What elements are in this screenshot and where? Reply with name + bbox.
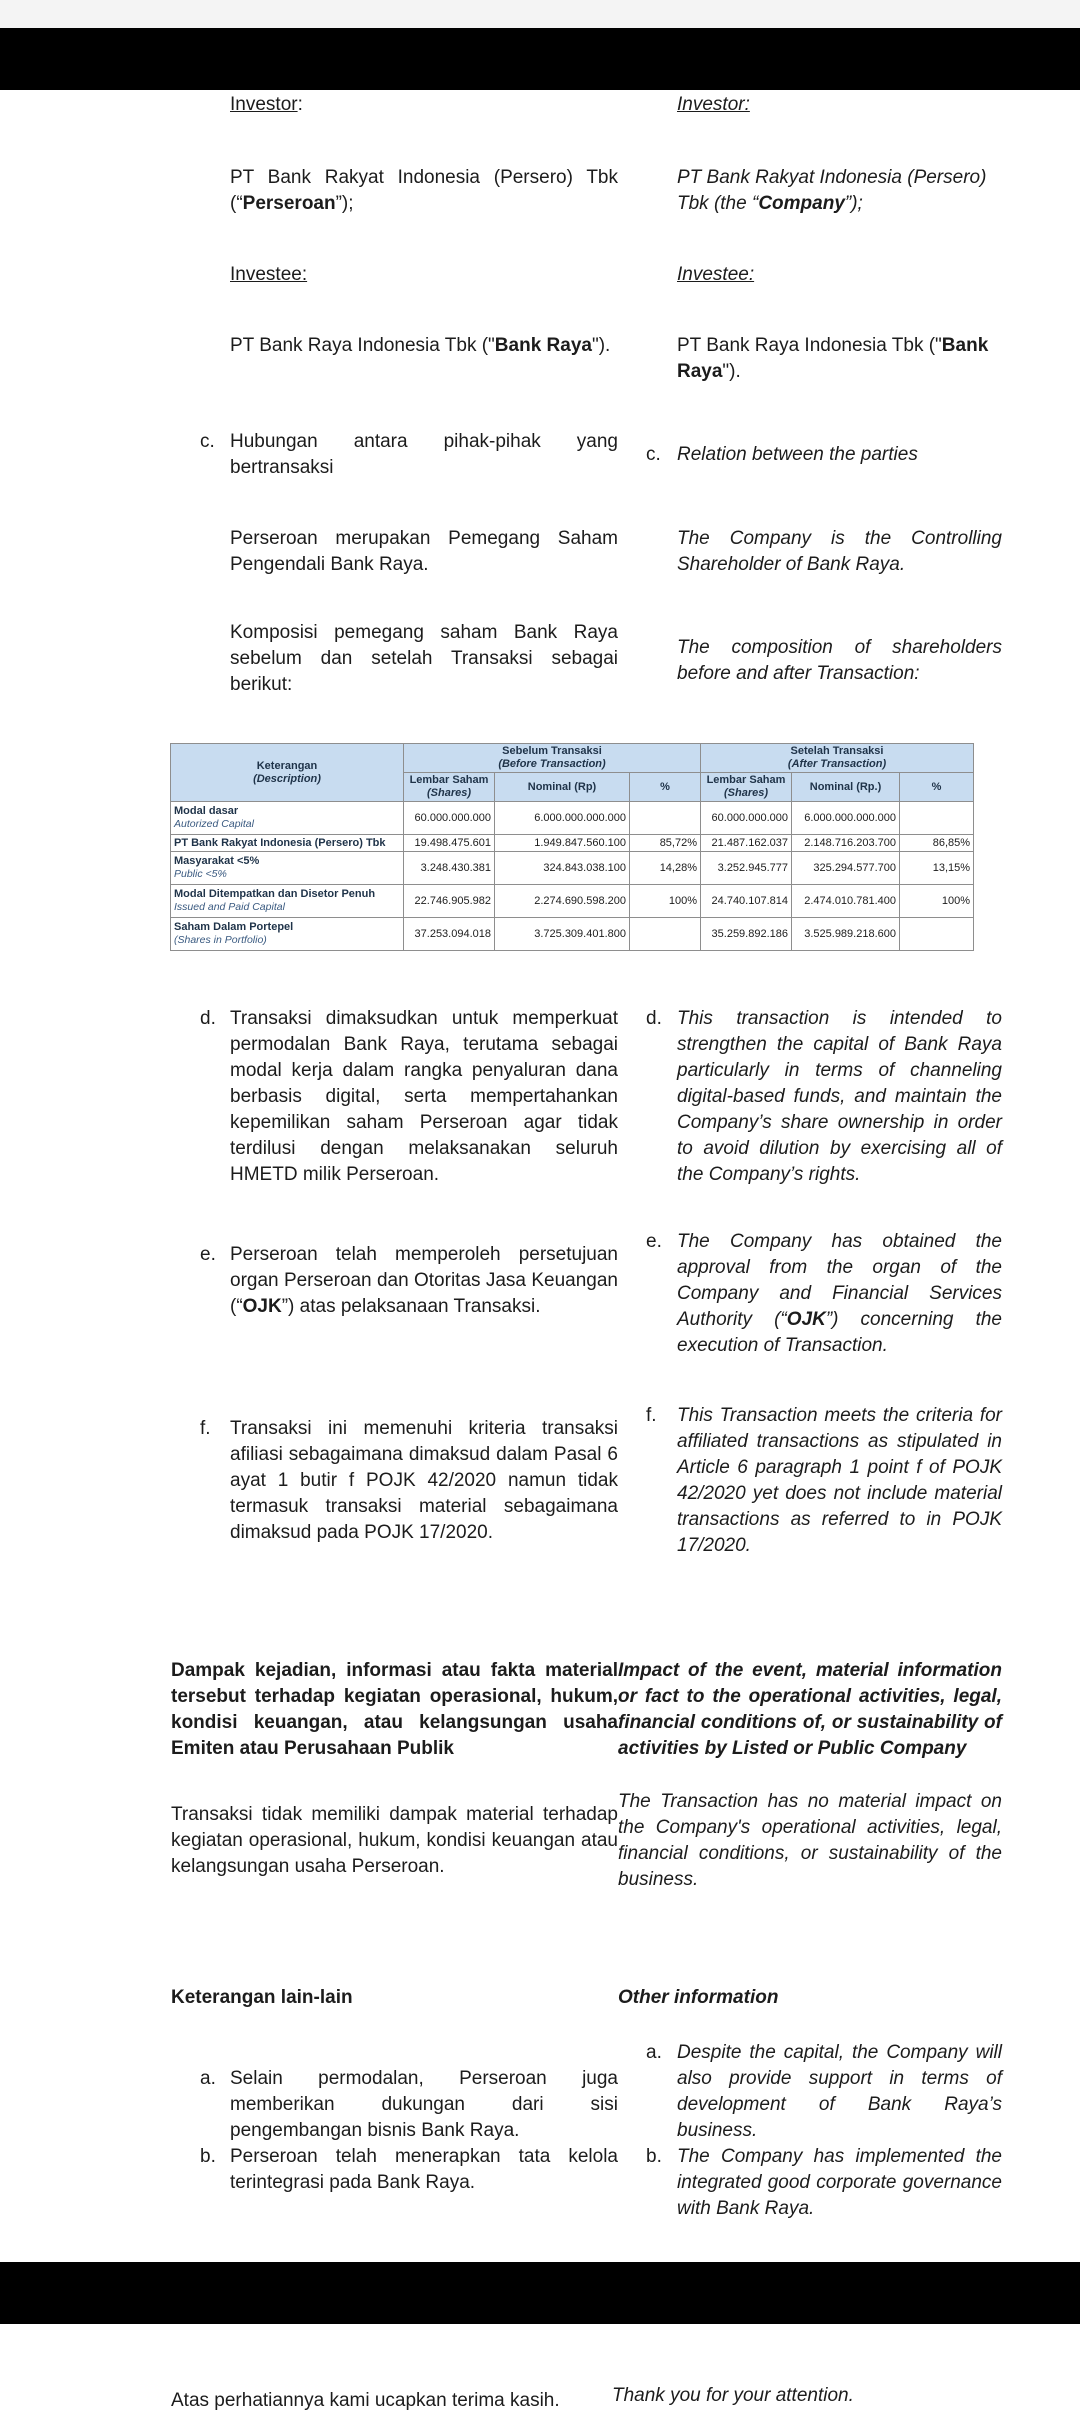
impact-heading-id: Dampak kejadian, informasi atau fakta material tersebut terhadap kegiatan operasional, hukum, kondisi keuangan, atau kelangsungan usaha Emiten atau Perusahaan Publik bbox=[171, 1660, 618, 1759]
section-c-marker-id: c. bbox=[200, 431, 215, 452]
section-c-body1-id: Perseroan merupakan Pemegang Saham Pengendali Bank Raya. bbox=[230, 528, 618, 575]
investor-text-id: PT Bank Rakyat Indonesia (Persero) Tbk (“Perseroan”); bbox=[230, 167, 618, 214]
other-a-text-id: Selain permodalan, Perseroan juga memberikan dukungan dari sisi pengembangan bisnis Bank Raya. bbox=[230, 2068, 618, 2141]
table-cell: 60.000.000.000 bbox=[701, 802, 792, 835]
table-cell: 6.000.000.000.000 bbox=[495, 802, 630, 835]
other-b-marker-id: b. bbox=[200, 2146, 216, 2167]
section-c-body1-en: The Company is the Controlling Shareholder of Bank Raya. bbox=[677, 528, 1002, 575]
other-a-text-en: Despite the capital, the Company will also provide support in terms of development of Bank Raya’s business. bbox=[677, 2042, 1002, 2141]
table-cell bbox=[900, 918, 974, 951]
table-cell: 37.253.094.018 bbox=[404, 918, 495, 951]
table-cell-description: Modal dasar Autorized Capital bbox=[171, 802, 404, 835]
table-cell bbox=[630, 802, 701, 835]
table-cell bbox=[900, 802, 974, 835]
table-cell: 3.248.430.381 bbox=[404, 852, 495, 885]
other-b-text-en: The Company has implemented the integrated good corporate governance with Bank Raya. bbox=[677, 2146, 1002, 2219]
table-cell-description: Modal Ditempatkan dan Disetor Penuh Issued and Paid Capital bbox=[171, 885, 404, 918]
table-cell: 13,15% bbox=[900, 852, 974, 885]
table-cell: 86,85% bbox=[900, 835, 974, 852]
table-cell bbox=[630, 918, 701, 951]
table-cell: 1.949.847.560.100 bbox=[495, 835, 630, 852]
investee-label-en: Investee: bbox=[677, 264, 755, 285]
impact-text-en: The Transaction has no material impact on the Company's operational activities, legal, financial conditions, or sustainability of the business. bbox=[618, 1791, 1002, 1890]
section-c-body2-id: Komposisi pemegang saham Bank Raya sebelum dan setelah Transaksi sebagai berikut: bbox=[230, 622, 618, 695]
investor-text-en: PT Bank Rakyat Indonesia (Persero) Tbk (the “Company”); bbox=[677, 167, 987, 214]
table-header-pct-after: % bbox=[900, 773, 974, 802]
other-heading-id: Keterangan lain-lain bbox=[171, 1987, 353, 2008]
table-cell: 3.525.989.218.600 bbox=[792, 918, 900, 951]
table-cell: 2.274.690.598.200 bbox=[495, 885, 630, 918]
other-b-text-id: Perseroan telah menerapkan tata kelola terintegrasi pada Bank Raya. bbox=[230, 2146, 618, 2193]
table-cell: 14,28% bbox=[630, 852, 701, 885]
closing-text-en: Thank you for your attention. bbox=[612, 2385, 854, 2406]
section-e-marker-en: e. bbox=[646, 1231, 662, 1252]
table-header-nominal-before: Nominal (Rp) bbox=[495, 773, 630, 802]
table-header-description: Keterangan (Description) bbox=[171, 744, 404, 802]
table-row bbox=[171, 885, 974, 918]
table-cell: 2.148.716.203.700 bbox=[792, 835, 900, 852]
table-row bbox=[171, 802, 974, 835]
section-f-text-en: This Transaction meets the criteria for affiliated transactions as stipulated in Article 6 paragraph 1 point f of POJK 42/2020 yet does not include material transactions as referred to in POJK 17/2020. bbox=[677, 1405, 1002, 1556]
table-cell: 6.000.000.000.000 bbox=[792, 802, 900, 835]
section-d-text-id: Transaksi dimaksudkan untuk memperkuat permodalan Bank Raya, terutama sebagai modal kerja dalam rangka penyaluran dana berbasis digital, serta mempertahankan kepemilikan saham Perseroan agar tidak terdilusi dengan melaksanakan seluruh HMETD milik Perseroan. bbox=[230, 1008, 618, 1185]
section-c-title-en: Relation between the parties bbox=[677, 444, 918, 465]
table-header-nominal-after: Nominal (Rp.) bbox=[792, 773, 900, 802]
section-d-text-en: This transaction is intended to strengthen the capital of Bank Raya particularly in terms of channeling digital-based funds, and maintain the Company’s share ownership in order to avoid dilution by exercising all of the Company’s rights. bbox=[677, 1008, 1002, 1185]
section-f-marker-id: f. bbox=[200, 1418, 211, 1439]
other-a-marker-en: a. bbox=[646, 2042, 662, 2063]
table-header-pct-before: % bbox=[630, 773, 701, 802]
other-b-marker-en: b. bbox=[646, 2146, 662, 2167]
table-cell-description: PT Bank Rakyat Indonesia (Persero) Tbk bbox=[171, 835, 404, 852]
table-cell: 325.294.577.700 bbox=[792, 852, 900, 885]
table-cell: 3.725.309.401.800 bbox=[495, 918, 630, 951]
section-c-title-id: Hubungan antara pihak-pihak yang bertransaksi bbox=[230, 431, 618, 478]
table-header-shares-after: Lembar Saham (Shares) bbox=[701, 773, 792, 802]
section-e-marker-id: e. bbox=[200, 1244, 216, 1265]
section-e-text-id: Perseroan telah memperoleh persetujuan organ Perseroan dan Otoritas Jasa Keuangan (“OJK”) atas pelaksanaan Transaksi. bbox=[230, 1244, 618, 1317]
table-row bbox=[171, 852, 974, 885]
investee-label: Investee: bbox=[230, 264, 308, 285]
table-cell: 2.474.010.781.400 bbox=[792, 885, 900, 918]
table-cell: 19.498.475.601 bbox=[404, 835, 495, 852]
table-cell: 100% bbox=[900, 885, 974, 918]
other-a-marker-id: a. bbox=[200, 2068, 216, 2089]
table-cell-description: Masyarakat <5% Public <5% bbox=[171, 852, 404, 885]
table-header-shares-before: Lembar Saham (Shares) bbox=[404, 773, 495, 802]
section-e-text-en: The Company has obtained the approval from the organ of the Company and Financial Services Authority (“OJK”) concerning the execution of Transaction. bbox=[677, 1231, 1003, 1356]
closing-text-id: Atas perhatiannya kami ucapkan terima kasih. bbox=[171, 2390, 560, 2411]
table-cell: 60.000.000.000 bbox=[404, 802, 495, 835]
other-heading-en: Other information bbox=[618, 1987, 779, 2008]
impact-text-id: Transaksi tidak memiliki dampak material terhadap kegiatan operasional, hukum, kondisi keuangan atau kelangsungan usaha Perseroan. bbox=[171, 1804, 618, 1877]
section-f-marker-en: f. bbox=[646, 1405, 657, 1426]
table-cell: 324.843.038.100 bbox=[495, 852, 630, 885]
section-d-marker-en: d. bbox=[646, 1008, 662, 1029]
table-header-before: Sebelum Transaksi (Before Transaction) bbox=[404, 744, 701, 773]
investee-text-en: PT Bank Raya Indonesia Tbk ("Bank Raya"). bbox=[677, 335, 989, 382]
shareholder-composition-table bbox=[170, 743, 974, 951]
table-header-after: Setelah Transaksi (After Transaction) bbox=[701, 744, 974, 773]
table-cell: 3.252.945.777 bbox=[701, 852, 792, 885]
section-f-text-id: Transaksi ini memenuhi kriteria transaksi afiliasi sebagaimana dimaksud dalam Pasal 6 ayat 1 butir f POJK 42/2020 namun tidak termasuk transaksi material sebagaimana dimaksud pada POJK 17/2020. bbox=[230, 1418, 618, 1543]
investee-text-id: PT Bank Raya Indonesia Tbk ("Bank Raya"). bbox=[230, 335, 611, 356]
section-d-marker-id: d. bbox=[200, 1008, 216, 1029]
table-cell: 21.487.162.037 bbox=[701, 835, 792, 852]
bottom-black-band bbox=[0, 2262, 1080, 2324]
section-c-body2-en: The composition of shareholders before and after Transaction: bbox=[677, 637, 1002, 684]
table-cell-description: Saham Dalam Portepel (Shares in Portfolio) bbox=[171, 918, 404, 951]
investor-label-en: Investor: bbox=[677, 94, 750, 115]
table-cell: 22.746.905.982 bbox=[404, 885, 495, 918]
impact-heading-en: Impact of the event, material information or fact to the operational activities, legal, financial conditions of, or sustainability of activities by Listed or Public Company bbox=[618, 1660, 1002, 1759]
table-cell: 100% bbox=[630, 885, 701, 918]
table-row bbox=[171, 835, 974, 852]
table-cell: 24.740.107.814 bbox=[701, 885, 792, 918]
top-black-band bbox=[0, 28, 1080, 90]
table-row bbox=[171, 918, 974, 951]
table-cell: 85,72% bbox=[630, 835, 701, 852]
investor-label: Investor: bbox=[230, 94, 303, 115]
status-strip bbox=[0, 0, 1080, 28]
table-cell: 35.259.892.186 bbox=[701, 918, 792, 951]
section-c-marker-en: c. bbox=[646, 444, 661, 465]
